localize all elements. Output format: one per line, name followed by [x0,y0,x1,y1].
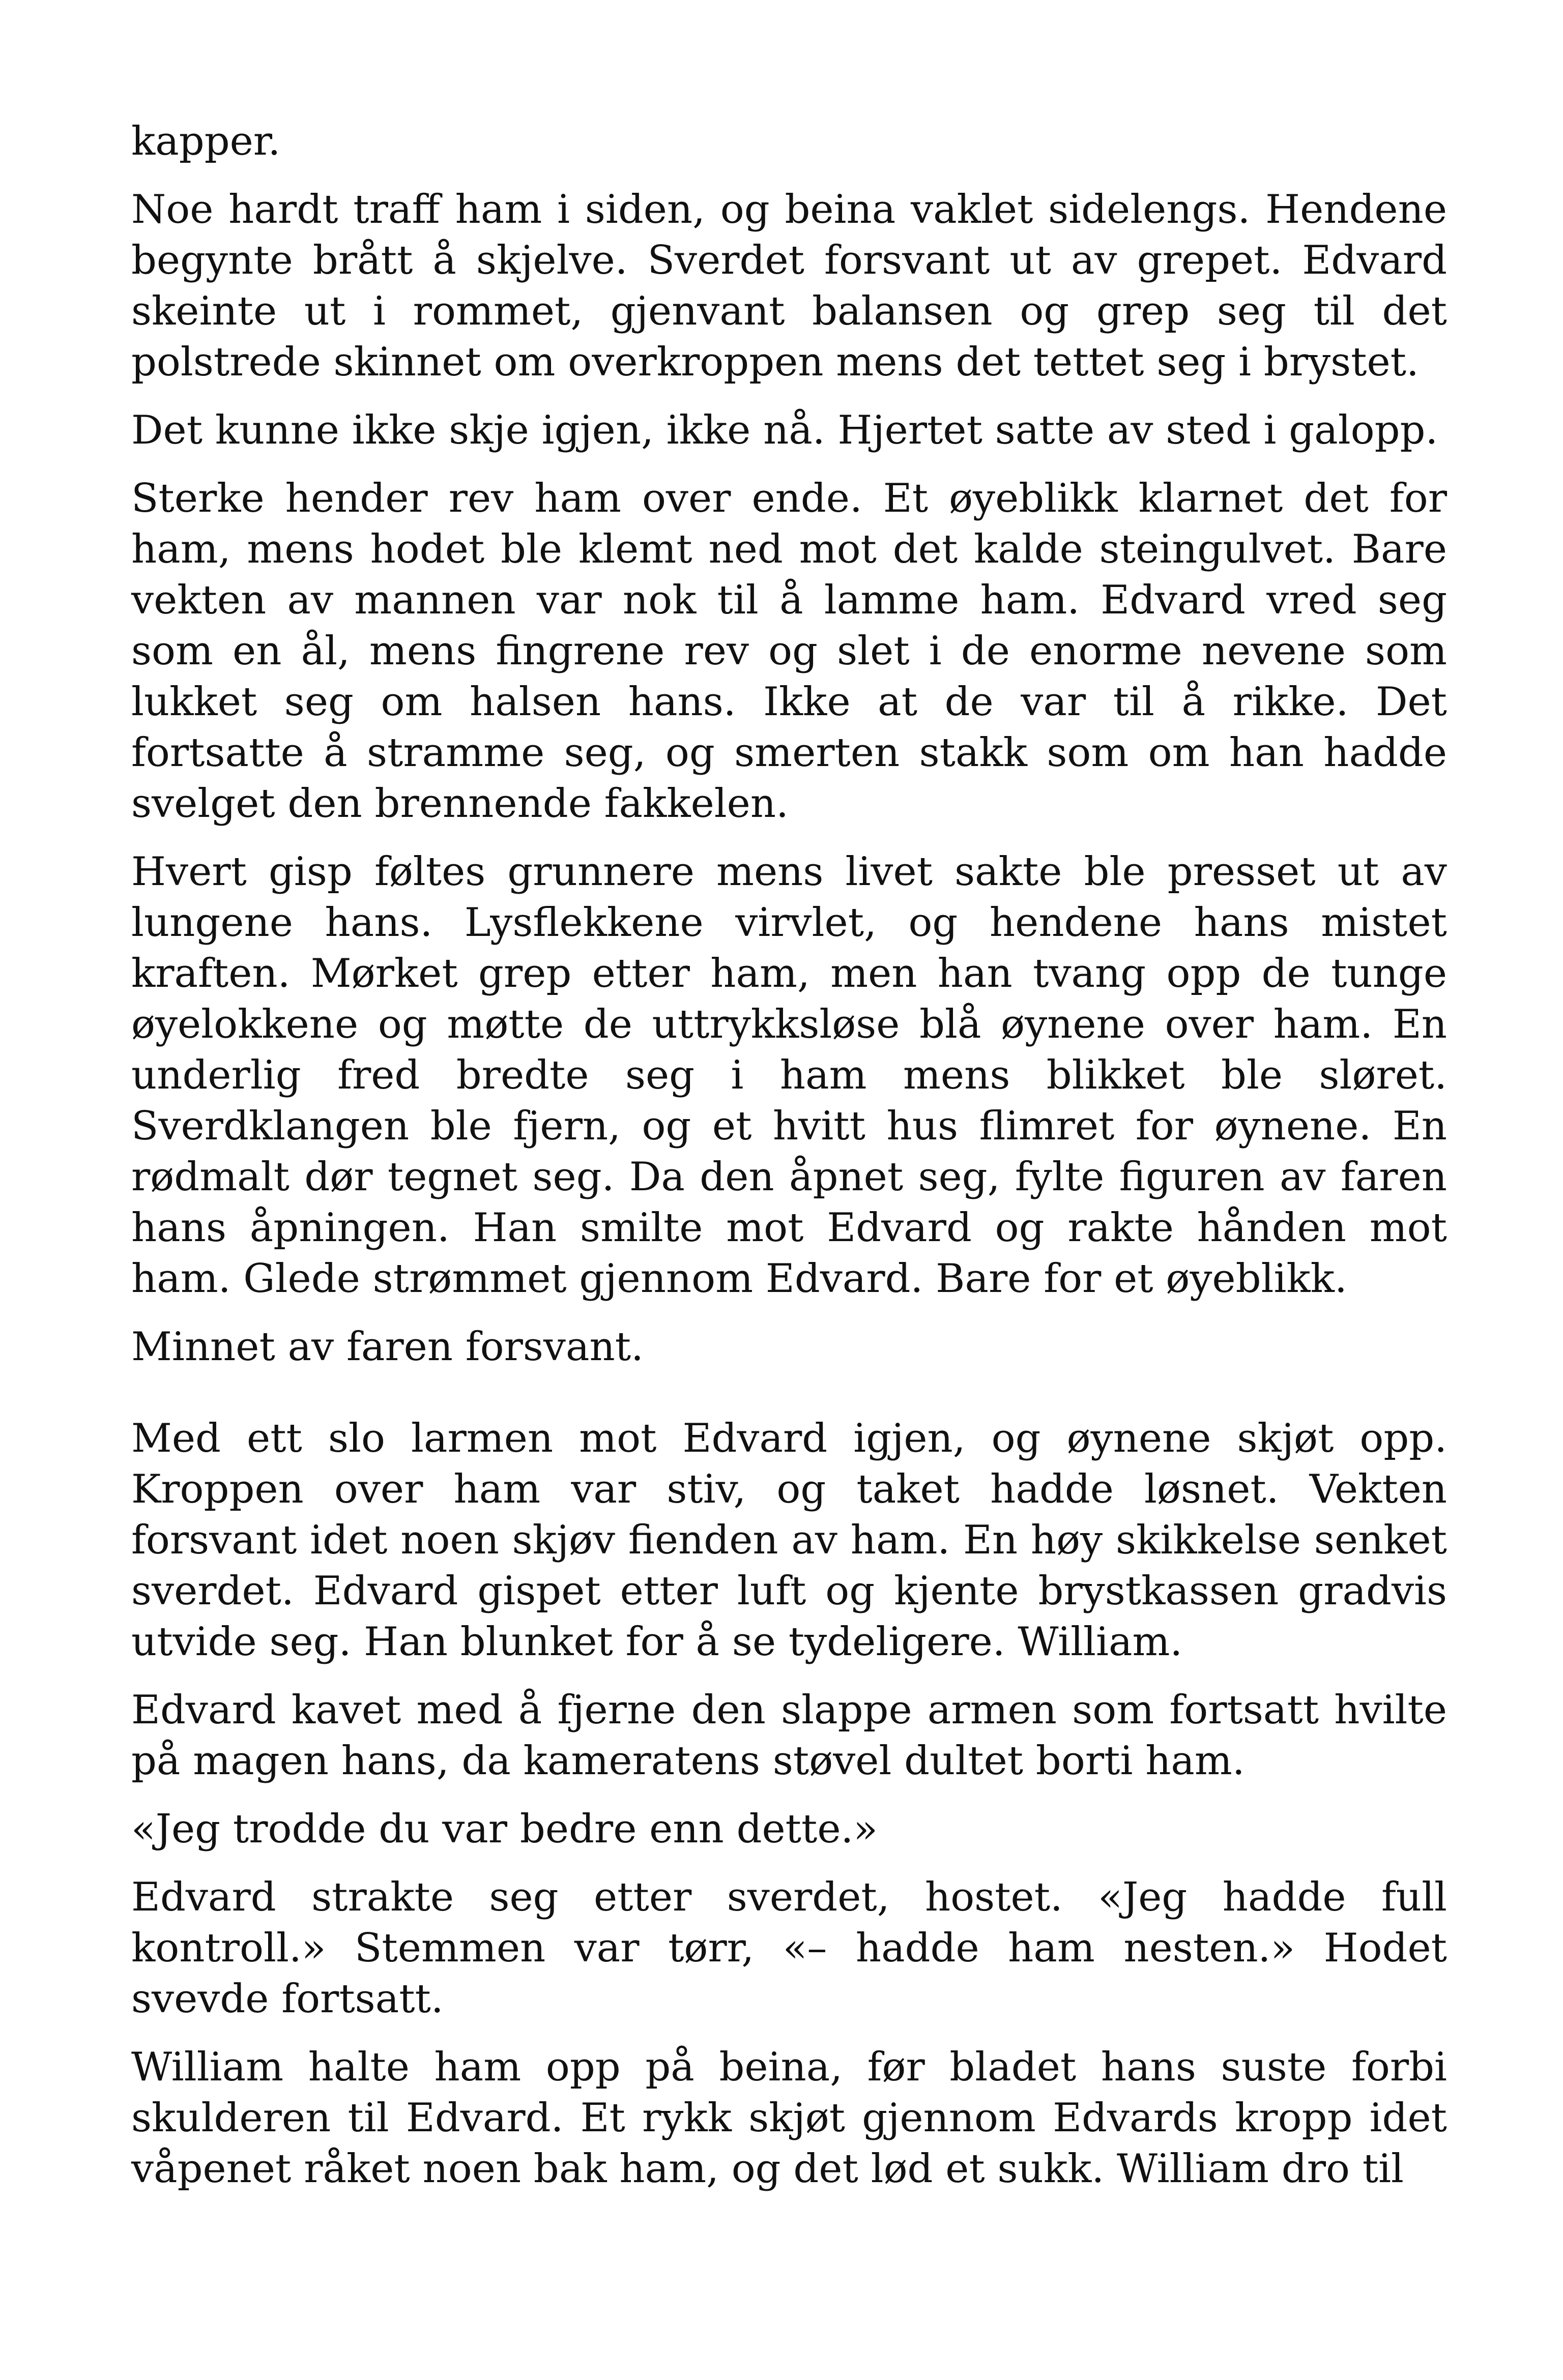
paragraph-7: Med ett slo larmen mot Edvard igjen, og øynene skjøt opp. Kroppen over ham var stiv, og taket hadde løsnet. Vekten forsvant idet noen skjøv fienden av ham. En høy skikkelse senket sverdet. Edvard gispet etter luft og kjente brystkassen gradvis utvide seg. Han blunket for å se tydeligere. William. [131,1416,1447,1665]
paragraph-9: «Jeg trodde du var bedre enn dette.» [131,1806,878,1852]
paragraph-8: Edvard kavet med å fjerne den slappe armen som fortsatt hvilte på magen hans, da kameratens støvel dultet borti ham. [131,1687,1447,1784]
paragraph-3: Det kunne ikke skje igjen, ikke nå. Hjertet satte av sted i galopp. [131,407,1438,453]
paragraph-11: William halte ham opp på beina, før bladet hans suste forbi skulderen til Edvard. Et rykk skjøt gjennom Edvards kropp idet våpenet råket noen bak ham, og det lød et sukk. William dro til [131,2044,1447,2192]
book-page [131,116,1447,2212]
paragraph-10: Edvard strakte seg etter sverdet, hostet. «Jeg hadde full kontroll.» Stemmen var tørr, «– hadde ham nesten.» Hodet svevde fortsatt. [131,1874,1447,2022]
paragraph-1: kapper. [131,119,281,164]
paragraph-6: Minnet av faren forsvant. [131,1324,644,1370]
paragraph-5: Hvert gisp føltes grunnere mens livet sakte ble presset ut av lungene hans. Lysflekkene virvlet, og hendene hans mistet kraften. Mørket grep etter ham, men han tvang opp de tunge øyelokkene og møtte de uttrykksløse blå øynene over ham. En underlig fred bredte seg i ham mens blikket ble sløret. Sverdklangen ble fjern, og et hvitt hus flimret for øynene. En rødmalt dør tegnet seg. Da den åpnet seg, fylte figuren av faren hans åpningen. Han smilte mot Edvard og rakte hånden mot ham. Glede strømmet gjennom Edvard. Bare for et øyeblikk. [131,849,1447,1302]
paragraph-4: Sterke hender rev ham over ende. Et øyeblikk klarnet det for ham, mens hodet ble klemt ned mot det kalde steingulvet. Bare vekten av mannen var nok til å lamme ham. Edvard vred seg som en ål, mens fingrene rev og slet i de enorme nevene som lukket seg om halsen hans. Ikke at de var til å rikke. Det fortsatte å stramme seg, og smerten stakk som om han hadde svelget den brennende fakkelen. [131,476,1447,827]
paragraph-2: Noe hardt traff ham i siden, og beina vaklet sidelengs. Hendene begynte brått å skjelve. Sverdet forsvant ut av grepet. Edvard skeinte ut i rommet, gjenvant balansen og grep seg til det polstrede skinnet om overkroppen mens det tettet seg i brystet. [131,187,1447,385]
